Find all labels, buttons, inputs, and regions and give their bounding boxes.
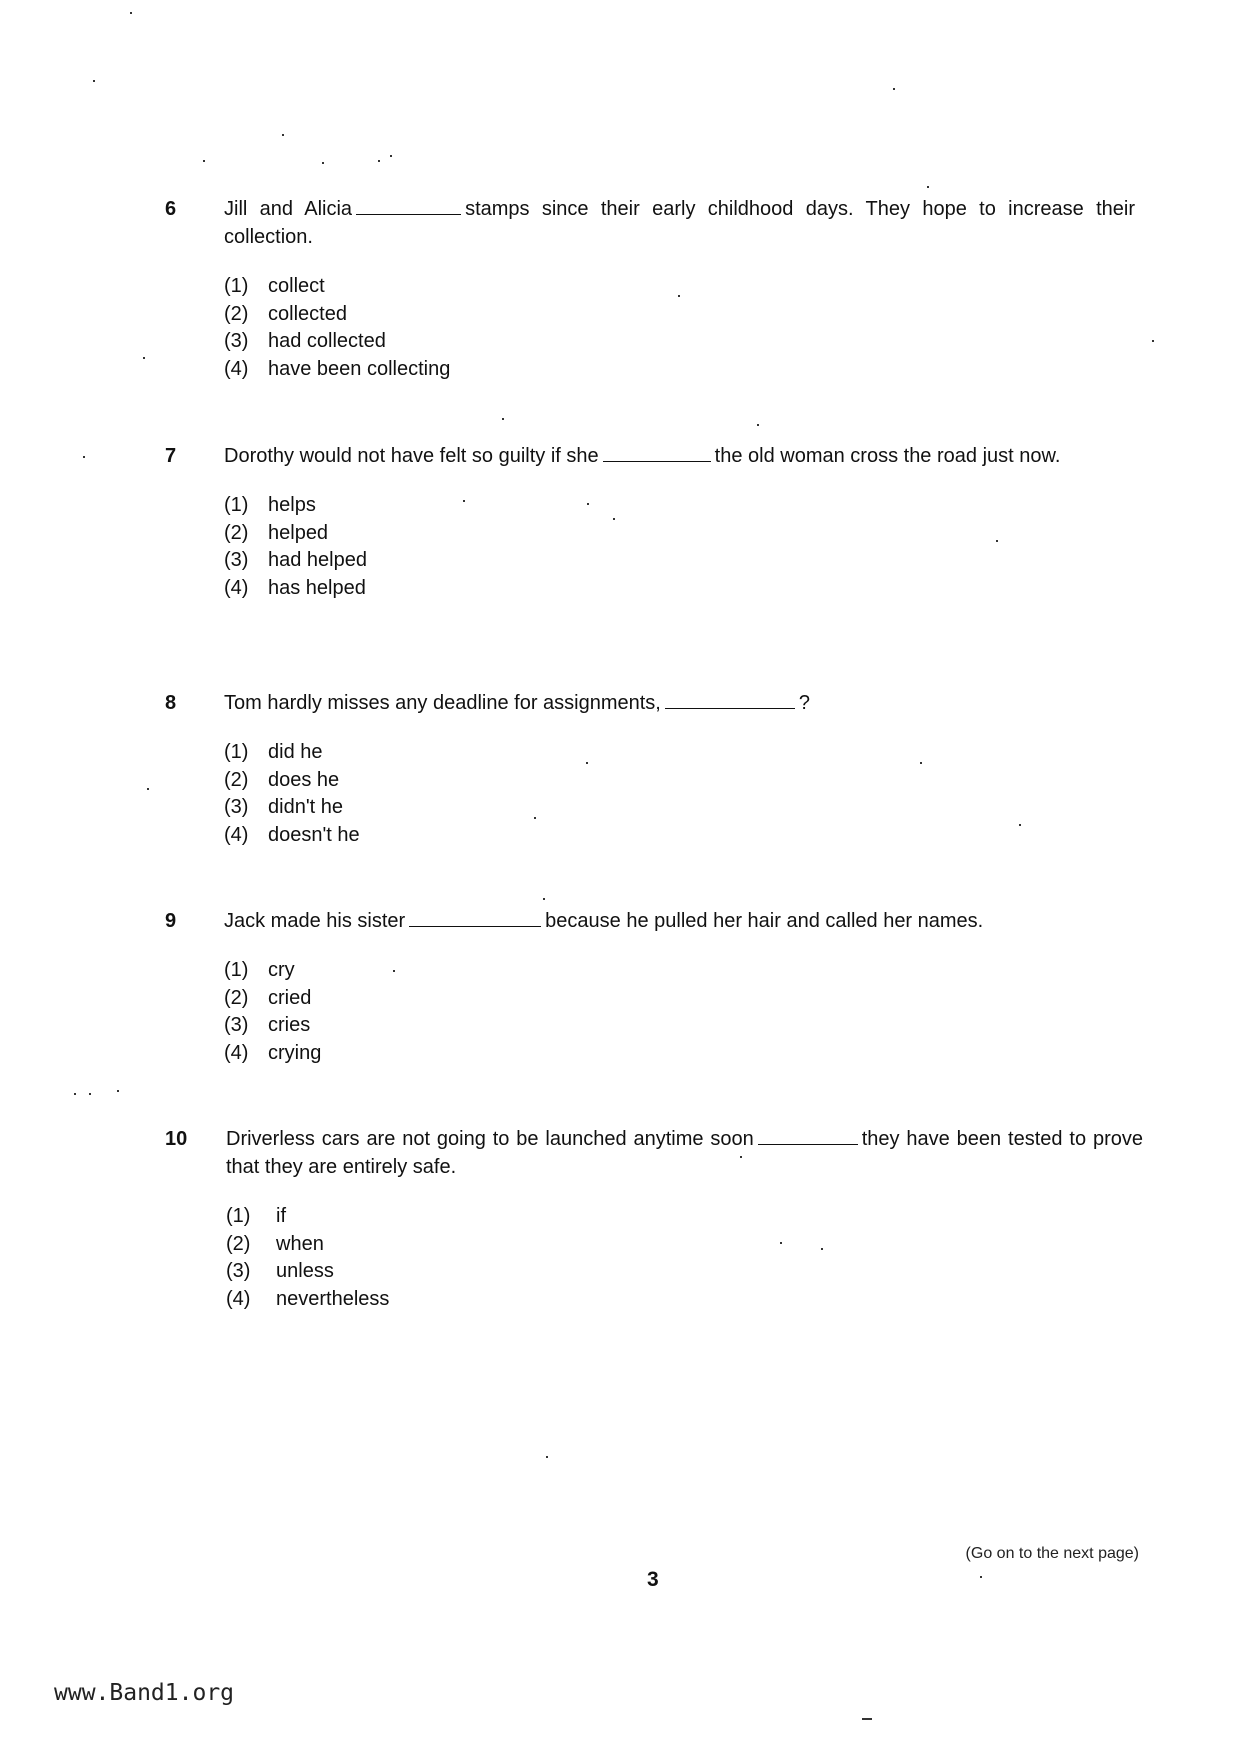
- question-text-before: Jill and Alicia: [224, 198, 353, 220]
- option-text: when: [276, 1232, 324, 1255]
- scan-speck: [282, 134, 284, 136]
- option-text: helps: [268, 494, 316, 516]
- option-number: (4): [224, 823, 249, 846]
- option-item: [224, 822, 1135, 850]
- question-text: [224, 442, 1135, 470]
- option-item: [224, 739, 1135, 767]
- question-number: 7: [165, 445, 177, 467]
- site-watermark: www.Band1.org: [54, 1680, 235, 1706]
- option-number: (1): [226, 1205, 251, 1227]
- question-number: 10: [165, 1128, 188, 1150]
- question-text: [224, 689, 1135, 717]
- options-list: [224, 957, 1135, 1067]
- scan-speck: [996, 540, 998, 542]
- option-text: had helped: [268, 549, 367, 571]
- option-item: [224, 575, 1135, 603]
- option-number: (3): [224, 330, 249, 352]
- answer-blank: [356, 196, 461, 215]
- options-list: [226, 1203, 1143, 1313]
- question-10: [165, 1125, 1143, 1329]
- option-text: does he: [268, 768, 340, 791]
- option-text: cries: [268, 1014, 311, 1036]
- option-item: [224, 1012, 1135, 1040]
- option-text: did he: [268, 741, 323, 763]
- option-text: nevertheless: [276, 1287, 390, 1310]
- option-item: [224, 520, 1135, 548]
- option-item: [224, 547, 1135, 575]
- question-text-after: stamps since their early childhood days. They hope to increase their collection.: [224, 198, 1135, 248]
- option-number: (3): [224, 1014, 249, 1036]
- question-text-before: Jack made his sister: [224, 910, 406, 932]
- option-number: (2): [224, 302, 249, 325]
- option-number: (2): [224, 768, 249, 791]
- question-9: [165, 907, 1135, 1083]
- option-number: (2): [226, 1232, 251, 1255]
- option-item: [224, 356, 1135, 384]
- option-text: unless: [276, 1260, 334, 1282]
- option-item: [224, 301, 1135, 329]
- option-item: [224, 328, 1135, 356]
- question-text-after: they have been tested to prove that they are entirely safe.: [226, 1128, 1144, 1178]
- option-item: [226, 1203, 1143, 1231]
- scan-speck: [502, 418, 504, 420]
- option-item: [224, 957, 1135, 985]
- answer-blank: [409, 908, 541, 927]
- options-list: [224, 492, 1135, 602]
- option-number: (4): [226, 1287, 251, 1310]
- option-text: cry: [268, 959, 295, 981]
- option-text: have been collecting: [268, 357, 451, 380]
- question-number: 6: [165, 198, 177, 220]
- scan-speck: [893, 88, 895, 90]
- option-number: (2): [224, 986, 249, 1009]
- option-text: cried: [268, 986, 312, 1009]
- page-number: 3: [647, 1568, 659, 1591]
- scan-speck: [93, 80, 95, 82]
- option-text: if: [276, 1205, 286, 1227]
- answer-blank: [603, 443, 711, 462]
- scan-speck: [821, 1248, 823, 1250]
- scan-speck: [1152, 340, 1154, 342]
- question-text-before: Driverless cars are not going to be launched anytime soon: [226, 1128, 754, 1150]
- scan-speck: [83, 456, 85, 458]
- option-number: (3): [224, 796, 249, 818]
- option-item: [224, 492, 1135, 520]
- scan-speck: [757, 424, 759, 426]
- scan-speck: [534, 817, 536, 819]
- scan-speck: [393, 970, 395, 972]
- option-number: (1): [224, 959, 249, 981]
- option-item: [224, 767, 1135, 795]
- option-number: (1): [224, 275, 249, 297]
- option-text: collected: [268, 302, 347, 325]
- question-6: [165, 195, 1135, 399]
- option-text: didn't he: [268, 796, 343, 818]
- scan-speck: [147, 788, 149, 790]
- question-number: 8: [165, 692, 177, 714]
- option-number: (4): [224, 1041, 249, 1064]
- question-text-after: because he pulled her hair and called her names.: [545, 910, 984, 932]
- question-text-before: Dorothy would not have felt so guilty if she: [224, 445, 599, 467]
- scan-speck: [143, 357, 145, 359]
- option-item: [226, 1258, 1143, 1286]
- option-number: (3): [226, 1260, 251, 1282]
- option-item: [224, 1040, 1135, 1068]
- option-item: [224, 985, 1135, 1013]
- scan-speck: [613, 518, 615, 520]
- options-list: [224, 739, 1135, 849]
- option-text: doesn't he: [268, 823, 360, 846]
- scan-speck: [74, 1093, 76, 1095]
- answer-blank: [665, 690, 795, 709]
- continue-note: (Go on to the next page): [965, 1545, 1139, 1562]
- scan-speck: [117, 1090, 119, 1092]
- question-8: [165, 689, 1135, 865]
- scan-speck: [1019, 824, 1021, 826]
- scan-speck: [322, 162, 324, 164]
- scan-speck: [89, 1093, 91, 1095]
- scan-speck: [546, 1456, 548, 1458]
- scan-speck: [740, 1156, 742, 1158]
- question-number: 9: [165, 910, 177, 932]
- option-number: (4): [224, 357, 249, 380]
- scan-speck: [130, 12, 132, 14]
- scan-speck: [678, 295, 680, 297]
- option-number: (1): [224, 741, 249, 763]
- option-text: crying: [268, 1041, 322, 1064]
- scan-speck: [586, 762, 588, 764]
- options-list: [224, 273, 1135, 383]
- option-item: [226, 1231, 1143, 1259]
- question-7: [165, 442, 1135, 618]
- scan-speck: [378, 160, 380, 162]
- scan-speck: [463, 500, 465, 502]
- scan-speck: [862, 1718, 872, 1720]
- option-number: (2): [224, 521, 249, 544]
- option-item: [224, 794, 1135, 822]
- scan-speck: [980, 1576, 982, 1578]
- option-text: collect: [268, 275, 325, 297]
- scan-speck: [587, 503, 589, 505]
- question-text: [224, 195, 1135, 251]
- option-text: had collected: [268, 330, 386, 352]
- question-text: [226, 1125, 1143, 1181]
- option-text: has helped: [268, 576, 366, 599]
- answer-blank: [758, 1126, 858, 1145]
- scan-speck: [543, 898, 545, 900]
- option-number: (1): [224, 494, 249, 516]
- scan-speck: [780, 1242, 782, 1244]
- scan-speck: [927, 186, 929, 188]
- question-text: [224, 907, 1135, 935]
- option-number: (4): [224, 576, 249, 599]
- question-text-after: the old woman cross the road just now.: [714, 445, 1061, 467]
- option-text: helped: [268, 521, 329, 544]
- scan-speck: [920, 762, 922, 764]
- option-item: [226, 1286, 1143, 1314]
- question-text-after: ?: [798, 692, 810, 714]
- option-number: (3): [224, 549, 249, 571]
- scan-speck: [390, 155, 392, 157]
- question-text-before: Tom hardly misses any deadline for assignments,: [224, 692, 661, 714]
- scan-speck: [203, 160, 205, 162]
